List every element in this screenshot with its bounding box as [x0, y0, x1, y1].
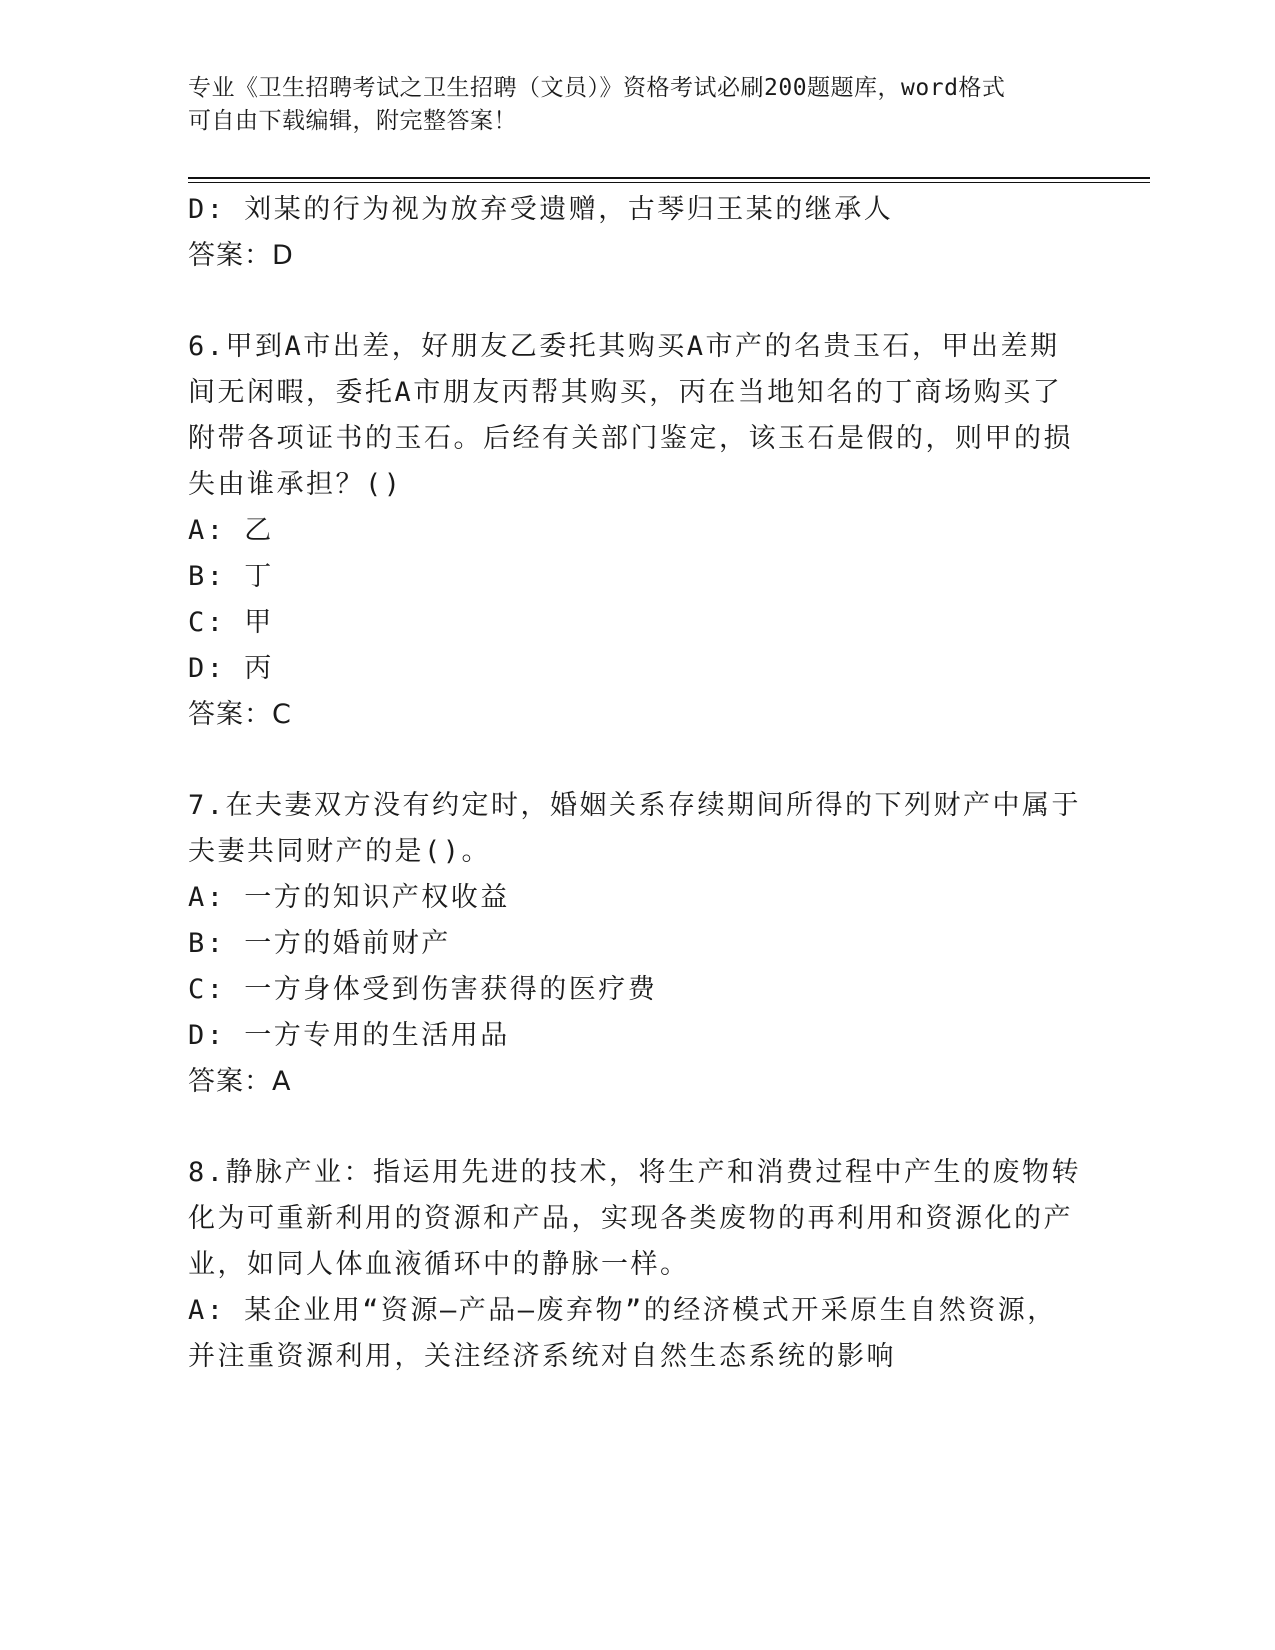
question-7-option-b: B: 一方的婚前财产 [188, 928, 451, 959]
question-7-line-2: 夫妻共同财产的是()。 [188, 836, 492, 867]
question-6-line-2: 间无闲暇，委托A市朋友丙帮其购买，丙在当地知名的丁商场购买了 [188, 377, 1063, 408]
question-8-line-2: 化为可重新利用的资源和产品，实现各类废物的再利用和资源化的产 [188, 1203, 1073, 1234]
question-6-answer: 答案：C [188, 699, 292, 730]
header-line-2: 可自由下载编辑，附完整答案！ [188, 108, 517, 134]
question-8-option-a: A: 某企业用“资源—产品—废弃物”的经济模式开采原生自然资源， [188, 1295, 1057, 1326]
question-7-option-d: D: 一方专用的生活用品 [188, 1020, 510, 1051]
spacer [188, 1105, 1068, 1150]
question-8 [188, 1150, 1082, 1380]
question-7-line-1: 7.在夫妻双方没有约定时，婚姻关系存续期间所得的下列财产中属于 [188, 790, 1082, 821]
question-7-answer: 答案：A [188, 1066, 292, 1097]
question-6-option-a: A: 乙 [188, 515, 274, 546]
question-6-line-1: 6.甲到A市出差，好朋友乙委托其购买A市产的名贵玉石，甲出差期 [188, 331, 1060, 362]
question-6-option-d: D: 丙 [188, 653, 274, 684]
question-8-option-a-cont: 并注重资源利用，关注经济系统对自然生态系统的影响 [188, 1341, 896, 1372]
spacer [188, 279, 1068, 324]
question-7-option-c: C: 一方身体受到伤害获得的医疗费 [188, 974, 658, 1005]
prev-answer: 答案：D [188, 240, 294, 271]
document-header [188, 72, 1068, 138]
question-6-line-3: 附带各项证书的玉石。后经有关部门鉴定，该玉石是假的，则甲的损 [188, 423, 1073, 454]
question-7 [188, 783, 1082, 1105]
question-8-line-3: 业，如同人体血液循环中的静脉一样。 [188, 1249, 690, 1280]
prev-option-d: D: 刘某的行为视为放弃受遗赠，古琴归王某的继承人 [188, 194, 894, 225]
document-body [188, 187, 1082, 1380]
question-7-option-a: A: 一方的知识产权收益 [188, 882, 510, 913]
question-6-line-4: 失由谁承担？() [188, 469, 403, 500]
spacer [188, 738, 1068, 783]
header-line-1: 专业《卫生招聘考试之卫生招聘（文员）》资格考试必刷200题题库，word格式 [188, 75, 1006, 101]
header-rule-thick [188, 177, 1150, 179]
header-rule-thin [188, 182, 1150, 183]
question-6-option-b: B: 丁 [188, 561, 274, 592]
question-6-option-c: C: 甲 [188, 607, 274, 638]
question-6 [188, 324, 1073, 738]
question-8-line-1: 8.静脉产业：指运用先进的技术，将生产和消费过程中产生的废物转 [188, 1157, 1082, 1188]
